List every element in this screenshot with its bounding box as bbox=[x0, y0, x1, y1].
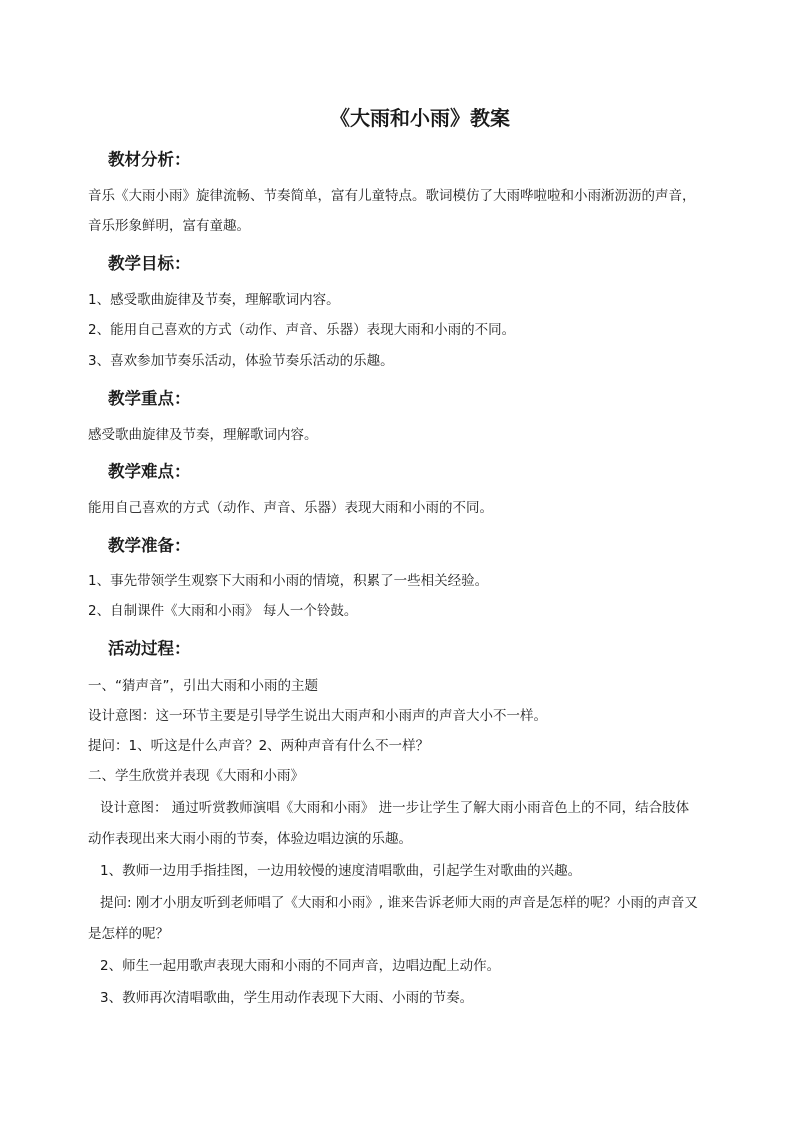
goal-line-1: 1、感受歌曲旋律及节奏，理解歌词内容。 bbox=[88, 292, 340, 308]
process-line-1: 一、“猜声音”，引出大雨和小雨的主题 bbox=[88, 678, 318, 694]
process-line-2: 设计意图：这一环节主要是引导学生说出大雨声和小雨声的声音大小不一样。 bbox=[88, 708, 547, 724]
process-line-4: 二、学生欣赏并表现《大雨和小雨》 bbox=[88, 768, 304, 784]
goal-line-2: 2、能用自己喜欢的方式（动作、声音、乐器）表现大雨和小雨的不同。 bbox=[88, 322, 516, 338]
heading-process: 活动过程： bbox=[108, 639, 191, 658]
analysis-line-1: 音乐《大雨小雨》旋律流畅、节奏简单，富有儿童特点。歌词模仿了大雨哗啦啦和小雨淅沥沥的声音， bbox=[88, 188, 696, 204]
process-line-3: 提问：1、听这是什么声音？2、两种声音有什么不一样？ bbox=[88, 738, 430, 754]
process-line-6: 动作表现出来大雨小雨的节奏，体验边唱边演的乐趣。 bbox=[88, 831, 412, 847]
process-line-11: 3、教师再次清唱歌曲，学生用动作表现下大雨、小雨的节奏。 bbox=[100, 990, 474, 1006]
process-line-8: 提问: 刚才小朋友听到老师唱了《大雨和小雨》, 谁来告诉老师大雨的声音是怎样的呢？小雨的声音又 bbox=[100, 895, 698, 911]
heading-difficulties: 教学难点： bbox=[108, 462, 191, 481]
difficulty-line-1: 能用自己喜欢的方式（动作、声音、乐器）表现大雨和小雨的不同。 bbox=[88, 500, 493, 516]
process-line-9: 是怎样的呢？ bbox=[88, 926, 169, 942]
preparation-line-1: 1、事先带领学生观察下大雨和小雨的情境，积累了一些相关经验。 bbox=[88, 573, 489, 589]
analysis-line-2: 音乐形象鲜明，富有童趣。 bbox=[88, 218, 250, 234]
page-title: 《大雨和小雨》教案 bbox=[330, 106, 510, 130]
preparation-line-2: 2、自制课件《大雨和小雨》 每人一个铃鼓。 bbox=[88, 603, 358, 619]
process-line-5: 设计意图： 通过听赏教师演唱《大雨和小雨》 进一步让学生了解大雨小雨音色上的不同，结合肢体 bbox=[100, 800, 690, 816]
heading-analysis: 教材分析： bbox=[108, 150, 191, 169]
process-line-10: 2、师生一起用歌声表现大雨和小雨的不同声音，边唱边配上动作。 bbox=[100, 958, 501, 974]
key-point-line-1: 感受歌曲旋律及节奏，理解歌词内容。 bbox=[88, 427, 318, 443]
heading-key-points: 教学重点： bbox=[108, 389, 191, 408]
heading-goals: 教学目标： bbox=[108, 254, 191, 273]
heading-preparation: 教学准备： bbox=[108, 536, 191, 555]
goal-line-3: 3、喜欢参加节奏乐活动，体验节奏乐活动的乐趣。 bbox=[88, 353, 394, 369]
process-line-7: 1、教师一边用手指挂图，一边用较慢的速度清唱歌曲，引起学生对歌曲的兴趣。 bbox=[100, 863, 582, 879]
